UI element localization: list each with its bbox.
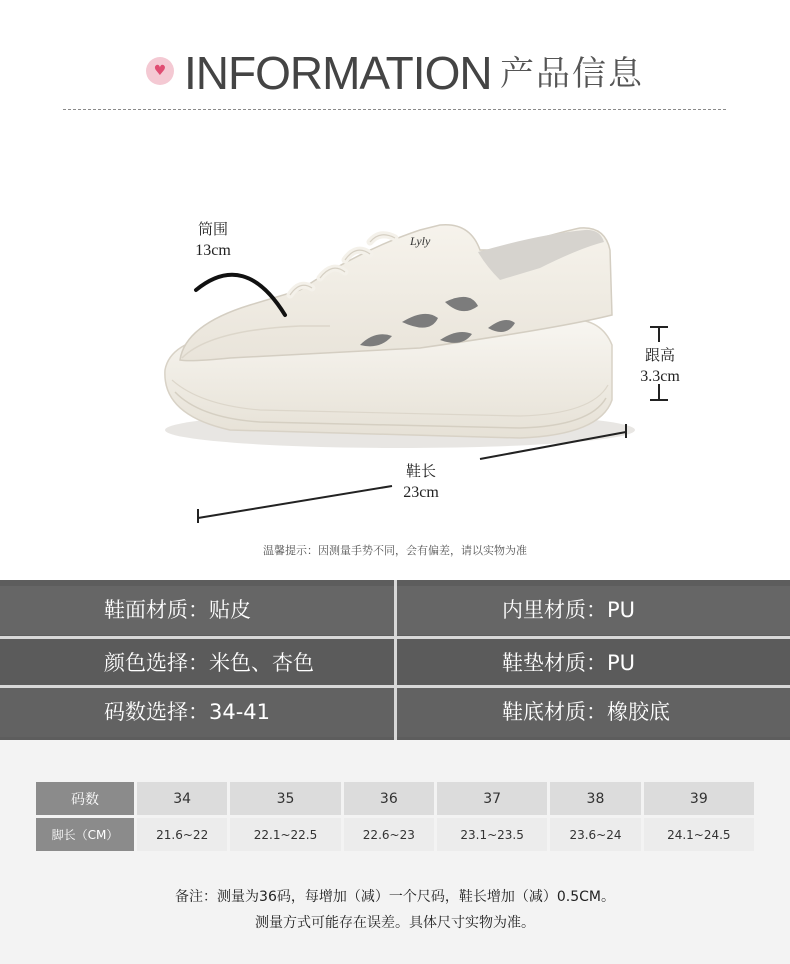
size-cell: 35 [230, 782, 340, 815]
size-chart [33, 779, 757, 854]
sole-material: 鞋底材质：橡胶底 [502, 700, 670, 724]
note-line: 备注：测量为36码，每增加（减）一个尺码，鞋长增加（减）0.5CM。 [175, 889, 615, 905]
insole-material: 鞋垫材质：PU [502, 651, 636, 675]
size-notes [0, 884, 790, 936]
size-cell: 39 [644, 782, 754, 815]
foot-length-cell: 23.6~24 [550, 818, 640, 851]
foot-length-row-header: 脚长（CM） [36, 818, 134, 851]
info-column-divider [394, 580, 397, 740]
size-cell: 36 [344, 782, 434, 815]
shoe-length-annotation [395, 460, 447, 504]
upper-material: 鞋面材质：贴皮 [104, 598, 251, 622]
shoe-length-value: 23cm [403, 484, 439, 501]
header-divider [63, 109, 726, 110]
header [0, 0, 790, 120]
heel-height-value: 3.3cm [640, 368, 680, 385]
circumference-label: 筒围 [197, 220, 228, 238]
table-row [36, 782, 754, 815]
foot-length-cell: 22.6~23 [344, 818, 434, 851]
heart-icon: ♥ [146, 57, 174, 85]
circumference-value: 13cm [195, 242, 231, 259]
table-row [36, 818, 754, 851]
title-english: INFORMATION [184, 47, 492, 99]
size-cell: 37 [437, 782, 547, 815]
svg-text:Lyly: Lyly [410, 234, 431, 248]
size-chart-section [0, 740, 790, 964]
title-chinese: 产品信息 [500, 54, 644, 94]
foot-length-cell: 21.6~22 [137, 818, 227, 851]
product-diagram [0, 130, 790, 570]
note-line: 测量方式可能存在误差。具体尺寸实物为准。 [255, 915, 535, 931]
color-options: 颜色选择：米色、杏色 [104, 651, 314, 675]
foot-length-cell: 24.1~24.5 [644, 818, 754, 851]
size-cell: 34 [137, 782, 227, 815]
shoe-length-label: 鞋长 [405, 462, 436, 480]
size-options: 码数选择：34-41 [104, 700, 271, 724]
lining-material: 内里材质：PU [502, 598, 636, 622]
measurement-tip: 温馨提示：因测量手势不同，会有偏差，请以实物为准 [263, 544, 527, 557]
heel-height-label: 跟高 [644, 346, 675, 364]
foot-length-cell: 23.1~23.5 [437, 818, 547, 851]
size-cell: 38 [550, 782, 640, 815]
material-info-table [0, 580, 790, 740]
foot-length-cell: 22.1~22.5 [230, 818, 340, 851]
size-row-header: 码数 [36, 782, 134, 815]
heel-height-annotation [630, 344, 690, 388]
circumference-annotation [188, 218, 238, 262]
